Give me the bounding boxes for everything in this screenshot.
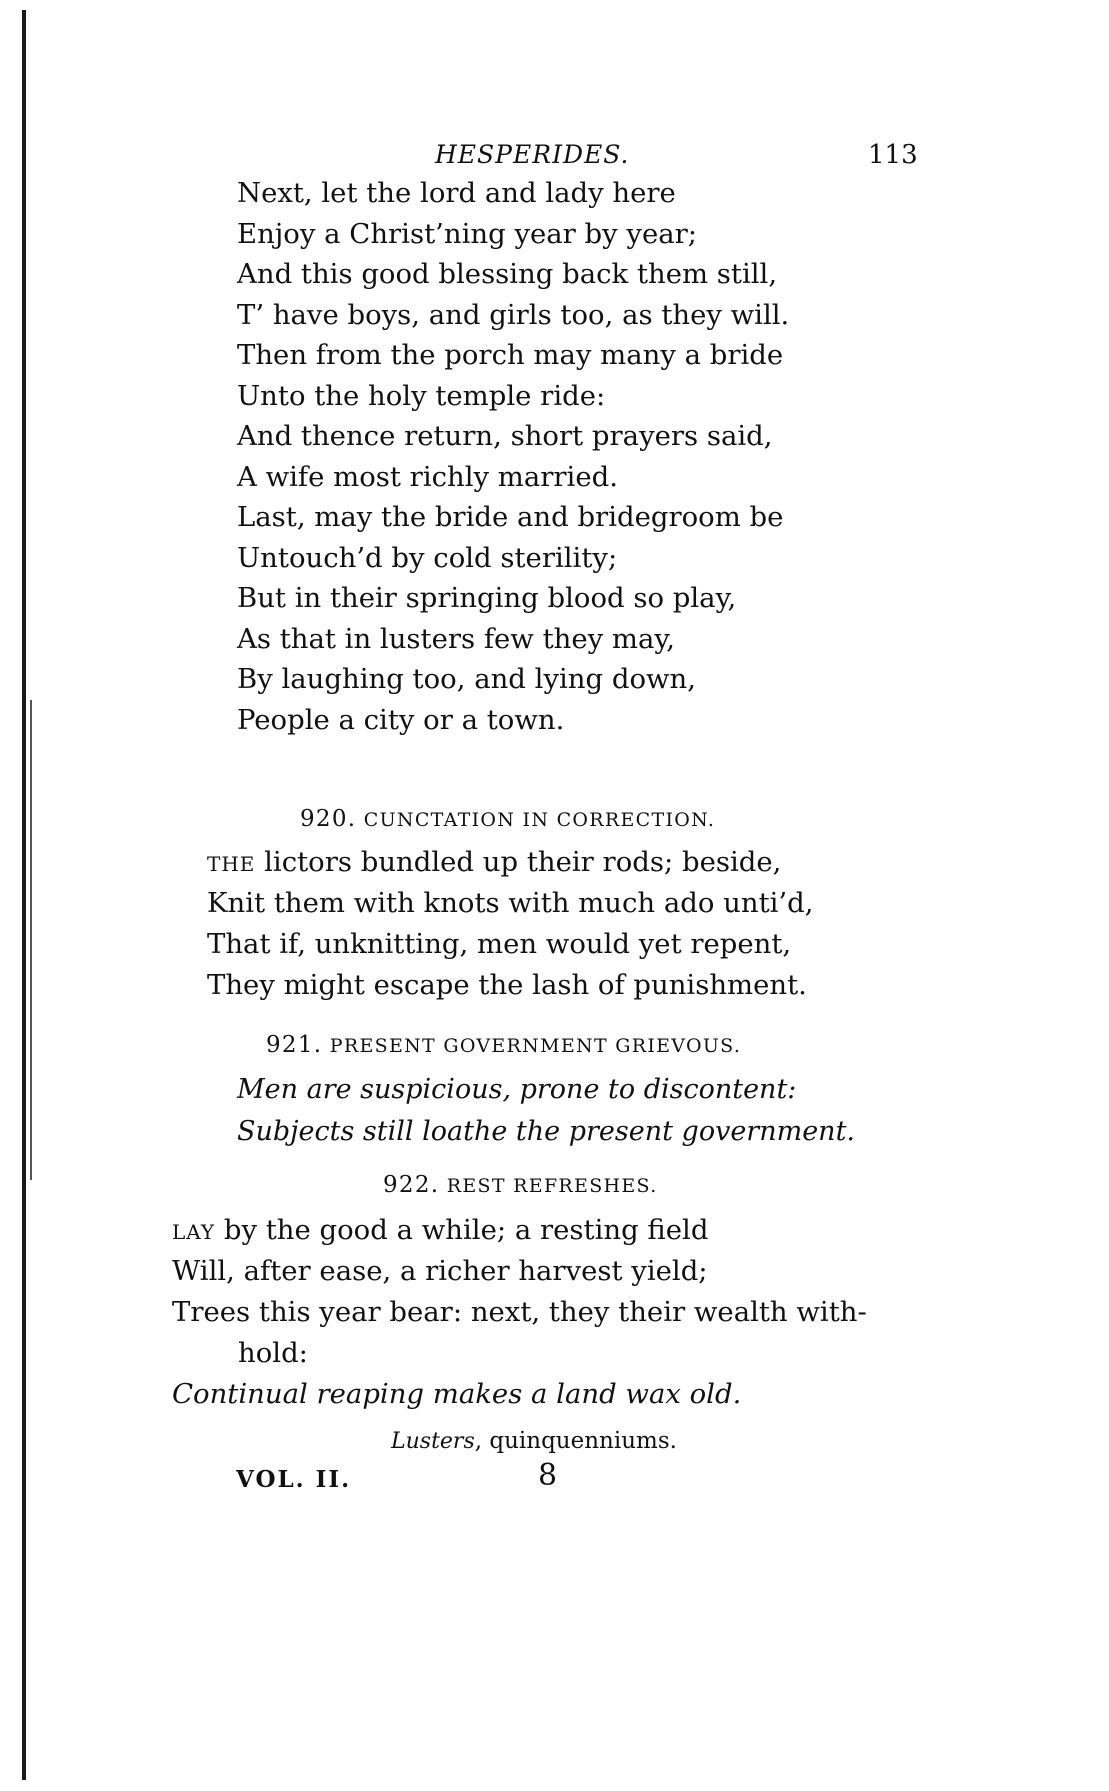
poem-920-body (207, 842, 814, 1006)
page-spine-shadow (30, 700, 32, 1180)
verse-line: Men are suspicious, prone to discontent: (237, 1074, 797, 1105)
poem-title: PRESENT GOVERNMENT GRIEVOUS. (329, 1035, 742, 1057)
poem-922-body (172, 1210, 867, 1415)
verse-line-rest: by the good a while; a resting field (215, 1214, 709, 1246)
page-number: 113 (868, 140, 918, 170)
verse-line: Continual reaping makes a land wax old. (172, 1378, 742, 1410)
verse-line (172, 1210, 867, 1251)
verse-line: Trees this year bear: next, they their wealth with- (172, 1296, 867, 1328)
verse-line: A wife most richly married. (237, 460, 618, 493)
verse-line: Then from the porch may many a bride (237, 339, 784, 371)
verse-line (207, 842, 814, 883)
verse-line: Untouch’d by cold sterility; (237, 541, 618, 574)
verse-line: Unto the holy temple ride: (237, 379, 606, 412)
verse-line: They might escape the lash of punishment. (207, 969, 807, 1001)
verse-line: As that in lusters few they may, (237, 622, 675, 655)
initial-caps: THE (207, 852, 256, 876)
verse-line: And this good blessing back them still, (237, 258, 778, 290)
verse-line-rest: lictors bundled up their rods; beside, (255, 846, 782, 878)
verse-line: Last, may the bride and bridegroom be (237, 501, 784, 533)
verse-line: Subjects still loathe the present government. (237, 1116, 856, 1147)
poem-921-body (237, 1069, 855, 1153)
verse-line: Knit them with knots with much ado unti’d, (207, 887, 814, 919)
page-spine-edge (22, 10, 26, 1780)
verse-line: Next, let the lord and lady here (237, 177, 676, 209)
verse-line: But in their springing blood so play, (237, 582, 737, 614)
verse-line: Will, after ease, a richer harvest yield; (172, 1255, 708, 1287)
verse-line: hold: (238, 1337, 308, 1369)
verse-line: And thence return, short prayers said, (237, 420, 773, 452)
poem-title: REST REFRESHES. (446, 1175, 658, 1197)
footnote (391, 1428, 677, 1454)
verse-line: People a city or a town. (237, 703, 565, 736)
footnote-gloss: , quinquenniums. (474, 1428, 677, 1454)
poem-number: 922. (383, 1172, 440, 1198)
poem-number: 921. (266, 1032, 323, 1058)
poem-number: 920. (300, 806, 357, 832)
poem-921-heading (266, 1032, 741, 1058)
poem-title: CUNCTATION IN CORRECTION. (363, 809, 716, 831)
footnote-term: Lusters (391, 1429, 475, 1454)
verse-line: By laughing too, and lying down, (237, 663, 696, 695)
verse-line: T’ have boys, and girls too, as they will. (237, 298, 790, 331)
poem-922-heading (383, 1172, 658, 1198)
stanza-block (237, 173, 789, 740)
verse-line: That if, unknitting, men would yet repent, (207, 928, 792, 960)
running-head-title: HESPERIDES. (435, 140, 630, 169)
signature-mark: 8 (538, 1458, 558, 1493)
initial-caps: LAY (172, 1220, 216, 1244)
verse-line: Enjoy a Christ’ning year by year; (237, 217, 698, 250)
poem-920-heading (300, 806, 715, 832)
volume-label: VOL. II. (236, 1466, 352, 1493)
